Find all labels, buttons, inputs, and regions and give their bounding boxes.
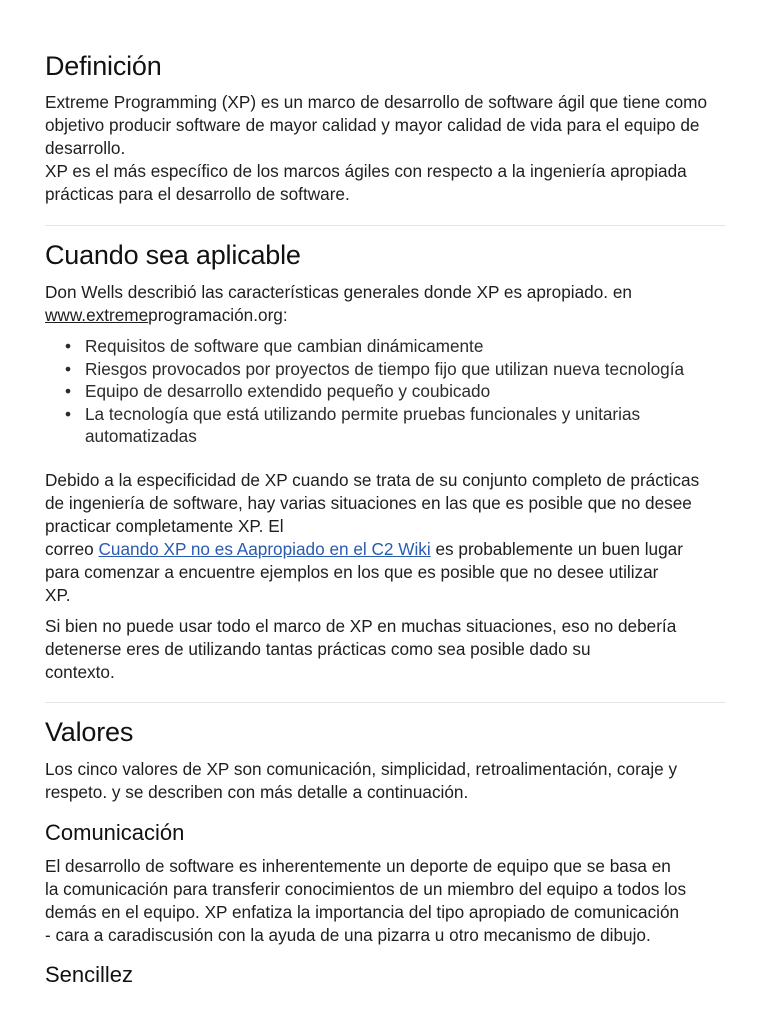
- heading-comunicacion: Comunicación: [45, 820, 185, 845]
- text-line: Los cinco valores de XP son comunicación, simplicidad, retroalimentación, coraje y: [45, 759, 678, 779]
- text-line: de ingeniería de software, hay varias situaciones en las que es posible que no desee: [45, 493, 692, 513]
- url-line: [45, 304, 632, 327]
- text-line: demás en el equipo. XP enfatiza la importancia del tipo apropiado de comunicación: [45, 902, 680, 922]
- aplicable-intro: [45, 281, 632, 327]
- text-line: desarrollo.: [45, 138, 126, 158]
- valores-paragraph: [45, 758, 677, 804]
- aplicable-paragraph-2: [45, 615, 676, 684]
- heading-cuando-sea-aplicable: Cuando sea aplicable: [45, 240, 301, 270]
- list-item: [65, 358, 745, 381]
- c2-wiki-link[interactable]: Cuando XP no es Aapropiado en el C2 Wiki: [98, 539, 431, 559]
- text-line: Extreme Programming (XP) es un marco de desarrollo de software ágil que tiene como: [45, 92, 708, 112]
- text-line: objetivo producir software de mayor calidad y mayor calidad de vida para el equipo de: [45, 115, 700, 135]
- bullet-icon: •: [65, 336, 72, 356]
- list-item-text: automatizadas: [85, 426, 197, 446]
- extreme-url-link[interactable]: www.extreme: [45, 305, 149, 325]
- text-line: Si bien no puede usar todo el marco de XP en muchas situaciones, eso no debería: [45, 616, 677, 636]
- bullet-icon: •: [65, 403, 72, 424]
- aplicable-paragraph: [45, 469, 699, 607]
- text-line: - cara a caradiscusión con la ayuda de una pizarra u otro mecanismo de dibujo.: [45, 925, 651, 945]
- comunicacion-paragraph: [45, 855, 686, 947]
- text-line: Don Wells describió las características generales donde XP es apropiado. en: [45, 282, 632, 302]
- text-line: Debido a la especificidad de XP cuando se trata de su conjunto completo de prácticas: [45, 470, 700, 490]
- list-item: [65, 403, 745, 448]
- section-divider: [45, 702, 726, 703]
- list-item-text: La tecnología que está utilizando permite pruebas funcionales y unitarias: [85, 403, 641, 424]
- heading-valores: Valores: [45, 717, 134, 747]
- bullet-icon: •: [65, 358, 72, 379]
- heading-definicion: Definición: [45, 51, 162, 81]
- list-item-text: Equipo de desarrollo extendido pequeño y coubicado: [85, 381, 491, 401]
- text-fragment: es probablemente un buen lugar: [430, 539, 683, 559]
- text-line: prácticas para el desarrollo de software.: [45, 184, 350, 204]
- text-line: practicar completamente XP. El: [45, 516, 284, 536]
- definicion-paragraph-1: [45, 91, 707, 160]
- text-line: El desarrollo de software es inherentemente un deporte de equipo que se basa en: [45, 856, 671, 876]
- text-line: detenerse eres de utilizando tantas prácticas como sea posible dado su: [45, 639, 591, 659]
- text-line: respeto. y se describen con más detalle a continuación.: [45, 782, 469, 802]
- list-item-text: Requisitos de software que cambian dinámicamente: [85, 336, 484, 356]
- url-suffix: :: [282, 305, 288, 325]
- text-line: XP.: [45, 585, 71, 605]
- list-item: [65, 335, 745, 358]
- bullet-icon: •: [65, 381, 72, 401]
- text-line: para comenzar a encuentre ejemplos en los que es posible que no desee utilizar: [45, 562, 659, 582]
- applicability-list: [45, 335, 745, 448]
- text-line: la comunicación para transferir conocimientos de un miembro del equipo a todos los: [45, 879, 687, 899]
- list-item: [65, 380, 745, 403]
- heading-sencillez: Sencillez: [45, 962, 134, 987]
- text-line: [45, 538, 699, 561]
- definicion-paragraph-2: [45, 160, 687, 206]
- url-text: programación.org: [148, 305, 283, 325]
- text-fragment: correo: [45, 539, 99, 559]
- list-item-text: Riesgos provocados por proyectos de tiempo fijo que utilizan nueva tecnología: [85, 358, 685, 379]
- text-line: XP es el más específico de los marcos ágiles con respecto a la ingeniería apropiada: [45, 161, 687, 181]
- text-line: contexto.: [45, 662, 115, 682]
- section-divider: [45, 225, 726, 226]
